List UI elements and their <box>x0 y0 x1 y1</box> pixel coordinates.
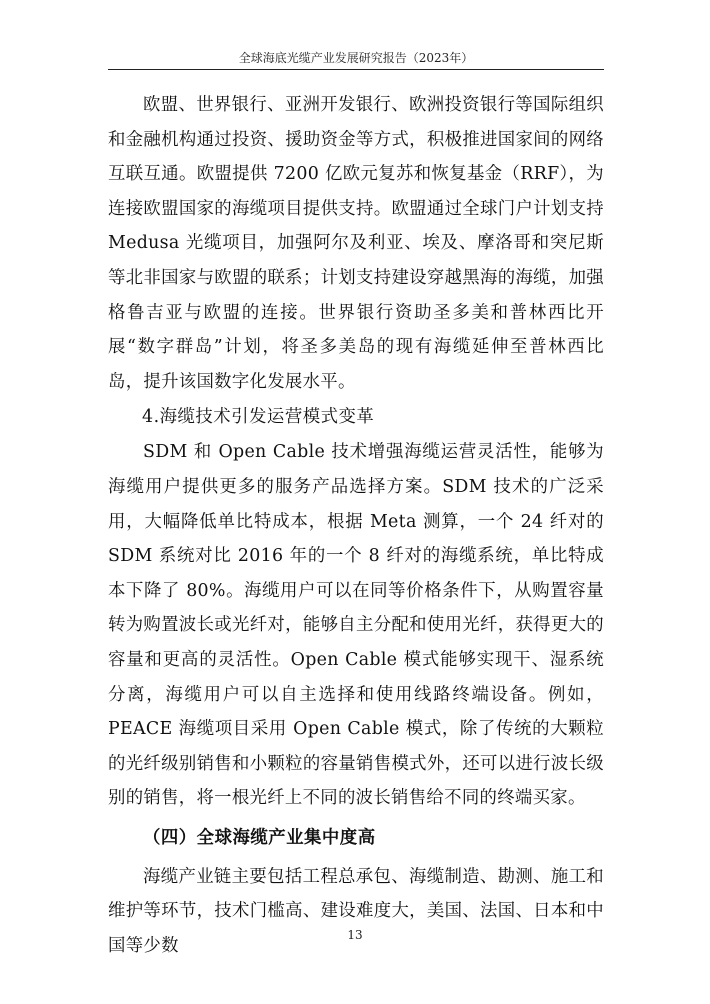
page-number: 13 <box>347 928 363 942</box>
running-header: 全球海底光缆产业发展研究报告（2023年） <box>238 51 474 65</box>
paragraph-industry-chain: 海缆产业链主要包括工程总承包、海缆制造、勘测、施工和维护等环节，技术门槛高、建设难度大，美国、法国、日本和中国等少数 <box>108 866 604 957</box>
body-content <box>108 88 604 964</box>
subsection-heading-4: 4.海缆技术引发运营模式变革 <box>142 407 375 428</box>
section-heading-4: （四）全球海缆产业集中度高 <box>143 827 376 848</box>
header-rule <box>108 69 604 70</box>
paragraph-international-funding: 欧盟、世界银行、亚洲开发银行、欧洲投资银行等国际组织和金融机构通过投资、援助资金等方式，积极推进国家间的网络互联互通。欧盟提供 7200 亿欧元复苏和恢复基金（RRF），为连接欧盟国家的海缆项目提供支持。欧盟通过全球门户计划支持 Medusa 光缆项目，加强阿尔及利亚、埃及、摩洛哥和突尼斯等北非国家与欧盟的联系；计划支持建设穿越黑海的海缆，加强格鲁吉亚与欧盟的连接。世界银行资助圣多美和普林西比开展“数字群岛”计划，将圣多美岛的现有海缆延伸至普林西比岛，提升该国数字化发展水平。 <box>108 95 604 392</box>
paragraph-sdm-open-cable: SDM 和 Open Cable 技术增强海缆运营灵活性，能够为海缆用户提供更多的服务产品选择方案。SDM 技术的广泛采用，大幅降低单比特成本，根据 Meta 测算，一个 24 纤对的 SDM 系统对比 2016 年的一个 8 纤对的海缆系统，单比特成本下降了 80%。海缆用户可以在同等价格条件下，从购置容量转为购置波长或光纤对，能够自主分配和使用光纤，获得更大的容量和更高的灵活性。Open Cable 模式能够实现干、湿系统分离，海缆用户可以自主选择和使用线路终端设备。例如，PEACE 海缆项目采用 Open Cable 模式，除了传统的大颗粒的光纤级别销售和小颗粒的容量销售模式外，还可以进行波长级别的销售，将一根光纤上不同的波长销售给不同的终端买家。 <box>108 442 604 809</box>
